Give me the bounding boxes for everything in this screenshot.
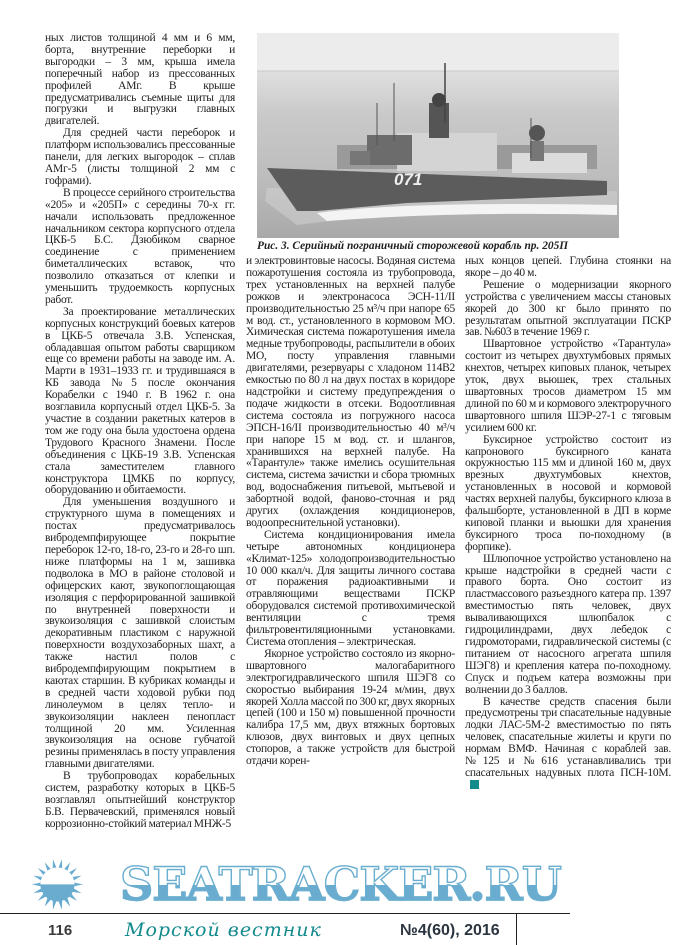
text-column-left [45, 33, 235, 831]
sun-ray [73, 882, 83, 886]
paragraph-text: В качестве средств спасения были предусмотрены три спасательные надувные лодки ЛАС-5М-2 вместимостью по пять человек, спасательные жилеты и круги по нормам ВМФ. Начиная с кораблей зав. №125 и №616 устанавливались три спасательных надувных плота ПСН-10М. [465, 695, 671, 779]
paragraph: Система кондиционирования имела четыре автономных кондиционера «Климат-125» холодопроизводительностью 10 000 ккал/ч. Для защиты личного состава от поражения радиоактивными и отравляющими веществами ПСКР оборудовался системой противохимической вентиляции с тремя фильтровентиляционными установками. Система отопления – электрическая. [246, 528, 455, 648]
paragraph: и электровинтовые насосы. Водяная система пожаротушения состояла из трубопровода, трех установленных на верхней палубе рожков и электронасоса ЭСН-11/II производительностью 25 м³/ч при напоре 65 м вод. ст., установленного в кормовом МО. Химическая система пожаротушения имела медные трубопроводы, распылители в обоих МО, посту управления главными двигателями, резервуары с хладоном 114В2 емкостью по 80 л на двух постах в коридоре надстройки и систему предупреждения о подаче жидкости в отсеки. Водоотливная система состояла из погружного насоса ЭПСН-16/II производительностью 40 м³/ч при напоре 15 м вод. ст. и шлангов, хранившихся на верхней палубе. На «Тарантуле» также имелись осушительная система, система зачистки и сбора трюмных вод, водоснабжения питьевой, мытьевой и забортной водой, фаново-сточная и ряд других (охлаждения кондиционеров, водоопреснительной установки). [246, 255, 455, 529]
patrol-ship-image [257, 33, 619, 238]
footer-vertical-divider [516, 913, 517, 945]
paragraph: Буксирное устройство состоит из капронового буксирного каната окружностью 115 мм и длиной 160 м, двух врезных двухтумбовых кнехтов, установленных в носовой и кормовой частях верхней палубы, буксирного клюза в фальшборте, установленной в ДП в корме киповой планки и вьюшки для хранения буксирного троса по-походному (в форпике). [465, 433, 671, 553]
paragraph: ных листов толщиной 4 мм и 6 мм, борта, внутренние переборки и выгородки – 3 мм, крыша имела поперечный набор из прессованных профилей АМг. В крыше предусматривались съемные щиты для погрузки и выгрузки главных двигателей. [45, 32, 235, 128]
hull-number: 071 [394, 170, 423, 189]
figure-caption: Рис. 3. Серийный пограничный сторожевой корабль пр. 205П [257, 240, 569, 252]
sun-ray [32, 882, 42, 886]
paragraph: В трубопроводах корабельных систем, разработку которых в ЦКБ-5 возглавлял опытнейший конструктор Б.В. Первачевский, применялся новый коррозионно-стойкий материал МНЖ-5 [45, 770, 235, 830]
text-column-middle [246, 256, 455, 768]
paragraph: Якорное устройство состояло из якорно-швартовного малогабаритного электрогидравлического шпиля ШЭГ8 со скоростью выбирания 19-24 м/мин, двух якорей Холла массой по 300 кг, двух якорных цепей (100 и 150 м) повышенной прочности калибра 17,5 мм, двух втяжных бортовых клюзов, двух винтовых и двух цепных стопоров, а также устройств для быстрой отдачи корен- [246, 647, 455, 768]
paragraph: Для уменьшения воздушного и структурного шума в помещениях и постах предусматривалось вибродемпфирующее покрытие переборок 12-го, 18-го, 23-го и 28-го шп. ниже платформы на 1 м, зашивка подволока в МО в районе столовой и офицерских кают, звукопоглощающая изоляция с перфорированной зашивкой по внутренней поверхности и звукоизоляция с зашивкой слоистым декоративным пластиком с наружной поверхности воздухозаборных шахт, а также настил полов с вибродемпфирующим покрытием в каютах старшин. В кубриках команды и в средней части ходовой рубки под линолеумом в целях тепло- и звукоизоляции наклеен пенопласт толщиной 20 мм. Усиленная звукоизоляция на основе губчатой резины применялась в посту управления главными двигателями. [45, 496, 235, 771]
paragraph: Решение о модернизации якорного устройства с увеличением массы становых якорей до 300 кг было принято по результатам опытной эксплуатации ПСКР зав. №603 в течение 1969 г. [465, 278, 671, 339]
page-number: 116 [48, 922, 73, 939]
end-of-article-square-icon [470, 780, 479, 789]
paragraph: Шлюпочное устройство установлено на крыше надстройки в средней части с правого борта. Оно состоит из пластмассового разъездного катера пр. 1397 вместимостью пять человек, двух вываливающихся шлюпбалок с гидроцилиндрами, двух лебедок с гидромоторами, гидравлической системы (с питанием от насосного агрегата шпиля ШЭГ8) и крепления катера по-походному. Спуск и подъем катера возможны при волнении до 3 баллов. [465, 552, 671, 696]
footer-divider [0, 913, 570, 914]
paragraph: За проектирование металлических корпусных конструкций боевых катеров в ЦКБ-5 отвечала З.В. Успенская, обладавшая опытом работы сварщиком еще со времени работы на заводе им. А. Марти в 1931–1933 гг. и трудившаяся в КБ завода №5 после окончания Корабелки с 1940 г. В 1962 г. она возглавила корпусный отдел ЦКБ-5. За участие в создании ракетных катеров в том же году она была удостоена ордена Трудового Красного Знамени. После объединения с ЦКБ-19 З.В. Успенская стала заместителем главного конструктора ЦМКБ по корпусу, оборудованию и обитаемости. [45, 305, 235, 497]
magazine-title: Морской вестник [125, 919, 322, 941]
paragraph: В процессе серийного строительства «205» и «205П» с середины 70-х гг. начали использовать предложенное начальником сектора корпусного отдела ЦКБ-5 Б.С. Дзюбиком сварное соединение с применением биметаллических вставок, что позволило отказаться от клепки и уменьшить трудоемкость корпусных работ. [45, 186, 235, 306]
issue-number: №4(60), 2016 [400, 922, 500, 939]
paragraph [465, 697, 671, 792]
paragraph: Для средней части переборок и платформ использовались прессованные панели, для легких выгородок – сплав АМг-5 (листы толщиной 2 мм с гофрами). [45, 127, 235, 187]
paragraph: ных концов цепей. Глубина стоянки на якоре – до 40 м. [465, 255, 671, 279]
text-column-right [465, 256, 671, 792]
watermark: SEATRACKER.RU [120, 857, 561, 911]
sun-logo-icon [30, 856, 90, 910]
ship-photo [257, 33, 619, 238]
paragraph: Швартовное устройство «Тарантула» состоит из четырех двухтумбовых прямых кнехтов, четырех киповых планок, четырех уток, двух вьюшек, трех стальных швартовных тросов диаметром 15 мм длиной по 60 м и кормового электроручного швартовного шпиля ШЭР-27-1 с тяговым усилием 600 кг. [465, 338, 671, 434]
